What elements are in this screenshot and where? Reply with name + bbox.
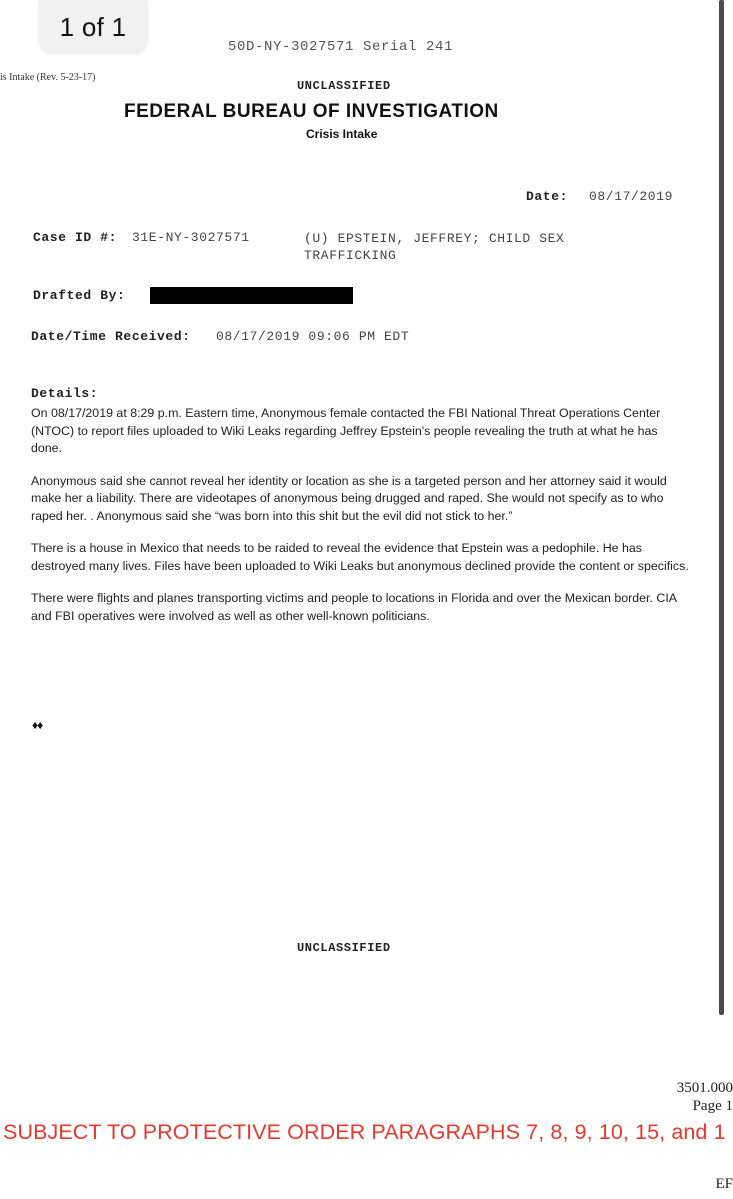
case-id-value: 31E-NY-3027571 — [132, 230, 250, 245]
diamond-markers: ♦♦ — [32, 718, 43, 732]
protective-order-banner: SUBJECT TO PROTECTIVE ORDER PARAGRAPHS 7, 8, 9, 10, 15, and 1 — [3, 1120, 726, 1144]
classification-footer: UNCLASSIFIED — [297, 941, 391, 955]
details-paragraph-3: There is a house in Mexico that needs to be raided to reveal the evidence that Epstein was a pedophile. He has destroyed many lives. Files have been uploaded to Wiki Leaks but anonymous declined provide the content or specifics. — [31, 541, 689, 573]
scrollbar-rule[interactable] — [719, 0, 724, 1015]
page-counter: 1 of 1 — [38, 0, 148, 54]
form-subtitle: Crisis Intake — [306, 127, 378, 141]
date-label: Date: — [526, 189, 569, 204]
classification-header: UNCLASSIFIED — [297, 79, 391, 93]
page-number-label: Page 1 — [692, 1098, 733, 1114]
details-paragraph-2: Anonymous said she cannot reveal her identity or location as she is a targeted person and her attorney said it would make her a liability. There are videotapes of anonymous being drugged and raped. She would not specify as to who raped her. . Anonymous said she “was born into this shit but the evil did not stick to her.” — [31, 473, 667, 523]
received-label: Date/Time Received: — [31, 329, 191, 344]
details-body — [31, 405, 691, 640]
details-paragraph-1: On 08/17/2019 at 8:29 p.m. Eastern time, Anonymous female contacted the FBI National Threat Operations Center (NTOC) to report files uploaded to Wiki Leaks regarding Jeffrey Epstein's people revealing the truth at what he has done. — [31, 406, 661, 455]
received-value: 08/17/2019 09:06 PM EDT — [216, 329, 410, 344]
case-title-line-2: TRAFFICKING — [304, 248, 397, 263]
redaction-bar — [150, 287, 353, 304]
details-label: Details: — [31, 386, 99, 401]
date-value: 08/17/2019 — [589, 189, 674, 204]
form-revision-id: is Intake (Rev. 5-23-17) — [0, 72, 96, 83]
bates-number: 3501.000 — [676, 1080, 733, 1096]
case-title — [304, 230, 604, 264]
footer-code: EF — [715, 1176, 733, 1192]
details-paragraph-4: There were flights and planes transporting victims and people to locations in Florida and over the Mexican border. CIA and FBI operatives were involved as well as other well-known politicians. — [31, 591, 677, 623]
case-title-line-1: (U) EPSTEIN, JEFFREY; CHILD SEX — [304, 231, 565, 246]
drafted-by-label: Drafted By: — [33, 288, 126, 303]
agency-title: FEDERAL BUREAU OF INVESTIGATION — [124, 101, 499, 122]
case-id-label: Case ID #: — [33, 230, 118, 245]
document-serial: 50D-NY-3027571 Serial 241 — [228, 39, 454, 55]
